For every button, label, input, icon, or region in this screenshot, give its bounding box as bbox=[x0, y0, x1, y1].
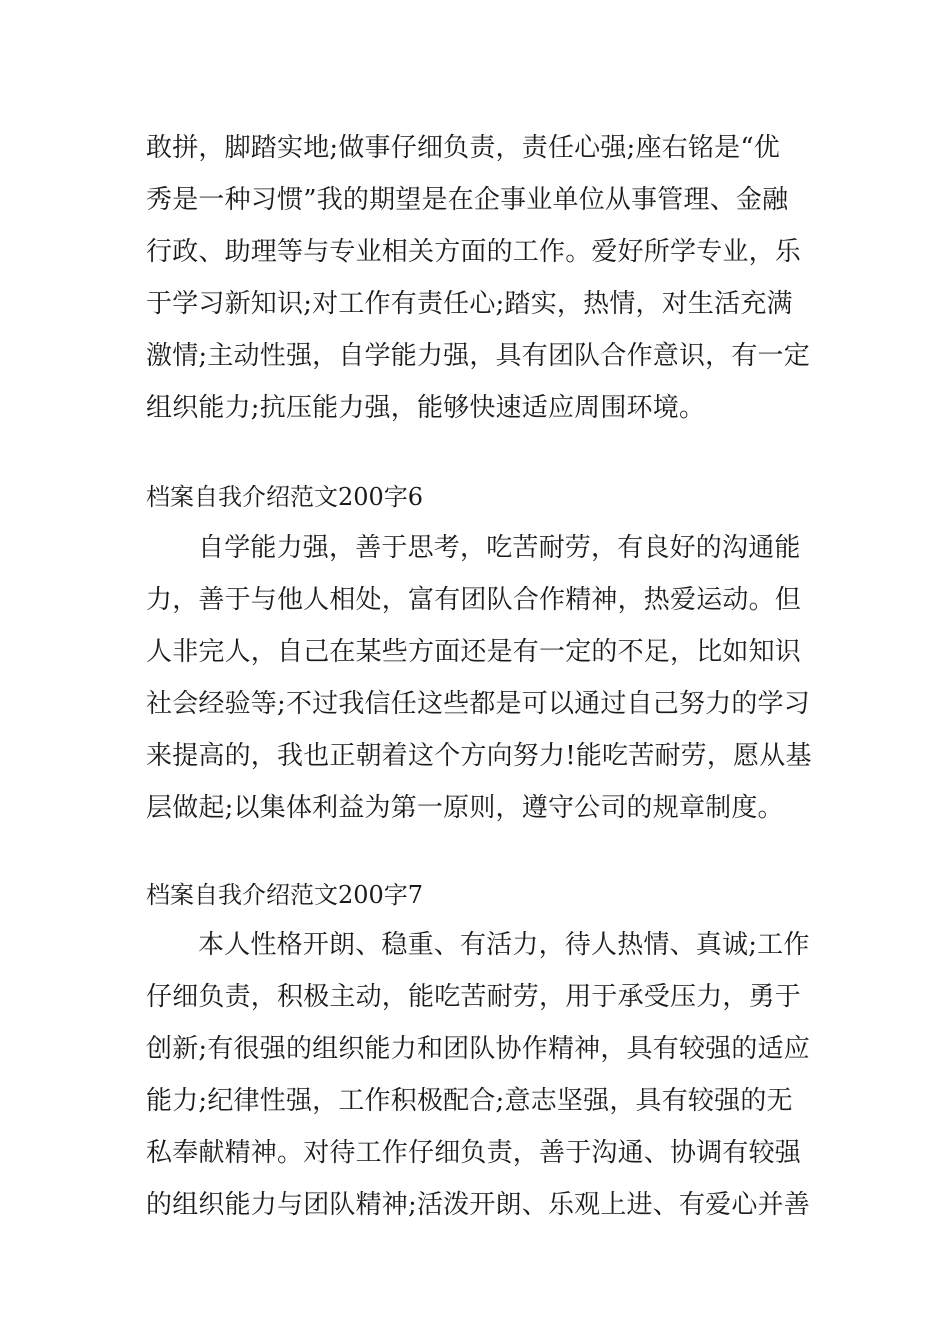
paragraph-line: 人非完人，自己在某些方面还是有一定的不足，比如知识 bbox=[146, 637, 802, 667]
paragraph-line: 来提高的，我也正朝着这个方向努力!能吃苦耐劳，愿从基 bbox=[146, 741, 812, 771]
paragraph-continued bbox=[146, 122, 810, 434]
paragraph-line: 仔细负责，积极主动，能吃苦耐劳，用于承受压力，勇于 bbox=[146, 982, 802, 1012]
paragraph-line: 本人性格开朗、稳重、有活力，待人热情、真诚;工作 bbox=[198, 930, 810, 960]
paragraph-line: 私奉献精神。对待工作仔细负责，善于沟通、协调有较强 bbox=[146, 1138, 802, 1168]
paragraph-line: 组织能力;抗压能力强，能够快速适应周围环境。 bbox=[146, 393, 706, 423]
paragraph-line: 力，善于与他人相处，富有团队合作精神，热爱运动。但 bbox=[146, 585, 802, 615]
section-7-paragraph bbox=[146, 919, 810, 1231]
paragraph-line: 秀是一种习惯”我的期望是在企事业单位从事管理、金融 bbox=[146, 185, 789, 215]
paragraph-line: 自学能力强，善于思考，吃苦耐劳，有良好的沟通能 bbox=[198, 533, 801, 563]
paragraph-line: 能力;纪律性强，工作积极配合;意志坚强，具有较强的无 bbox=[146, 1086, 793, 1116]
section-heading-6: 档案自我介绍范文200字6 bbox=[146, 483, 424, 511]
paragraph-line: 的组织能力与团队精神;活泼开朗、乐观上进、有爱心并善 bbox=[146, 1190, 810, 1220]
section-6-paragraph bbox=[146, 522, 812, 834]
section-heading-7: 档案自我介绍范文200字7 bbox=[146, 881, 424, 909]
paragraph-line: 层做起;以集体利益为第一原则，遵守公司的规章制度。 bbox=[146, 793, 784, 823]
paragraph-line: 行政、助理等与专业相关方面的工作。爱好所学专业，乐 bbox=[146, 237, 802, 267]
paragraph-line: 创新;有很强的组织能力和团队协作精神，具有较强的适应 bbox=[146, 1034, 810, 1064]
paragraph-line: 激情;主动性强，自学能力强，具有团队合作意识，有一定 bbox=[146, 341, 810, 371]
paragraph-line: 敢拼，脚踏实地;做事仔细负责，责任心强;座右铭是“优 bbox=[146, 133, 781, 163]
paragraph-line: 于学习新知识;对工作有责任心;踏实，热情，对生活充满 bbox=[146, 289, 793, 319]
paragraph-line: 社会经验等;不过我信任这些都是可以通过自己努力的学习 bbox=[146, 689, 810, 719]
